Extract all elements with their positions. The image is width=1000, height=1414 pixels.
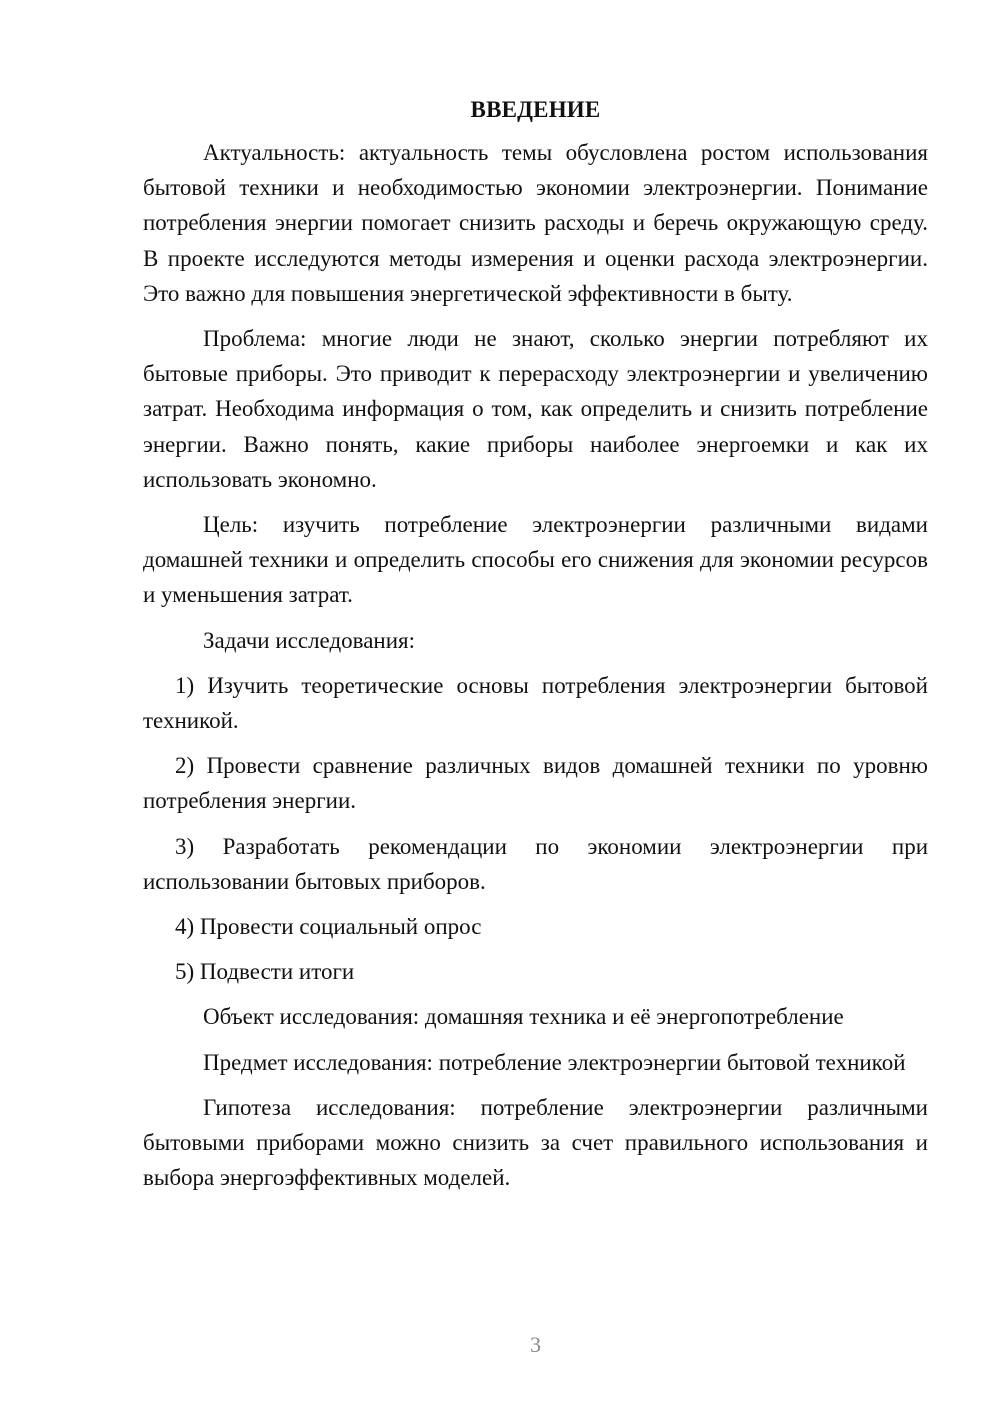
problem-paragraph: Проблема: многие люди не знают, сколько энергии потребляют их бытовые приборы. Это приводит к перерасходу электроэнергии и увеличению затрат. Необходима информация о том, как определить и снизить потребление энергии. Важно понять, какие приборы наиболее энергоемки и как их использовать экономно. [143, 326, 928, 492]
page-number: 3 [530, 1332, 541, 1357]
hypothesis-paragraph: Гипотеза исследования: потребление электроэнергии различными бытовыми приборами можно снизить за счет правильного использования и выбора энергоэффективных моделей. [143, 1094, 928, 1191]
task-item: 4) Провести социальный опрос [175, 914, 482, 940]
goal-paragraph: Цель: изучить потребление электроэнергии различными видами домашней техники и определить способы его снижения для экономии ресурсов и уменьшения затрат. [143, 512, 928, 608]
task-item: 1) Изучить теоретические основы потребления электроэнергии бытовой техникой. [143, 672, 928, 734]
task-item: 3) Разработать рекомендации по экономии электроэнергии при использовании бытовых приборов. [143, 833, 928, 894]
task-item: 2) Провести сравнение различных видов домашней техники по уровню потребления энергии. [143, 753, 928, 814]
relevance-paragraph: Актуальность: актуальность темы обусловлена ростом использования бытовой техники и необходимостью экономии электроэнергии. Понимание потребления энергии помогает снизить расходы и беречь окружающую среду. В проекте исследуются методы измерения и оценки расхода электроэнергии. Это важно для повышения энергетической эффективности в быту. [143, 140, 928, 306]
tasks-heading: Задачи исследования: [203, 627, 416, 653]
task-item: 5) Подвести итоги [175, 959, 355, 985]
object-paragraph: Объект исследования: домашняя техника и её энергопотребление [203, 1004, 844, 1030]
document-body [143, 92, 928, 1205]
section-title: ВВЕДЕНИЕ [470, 97, 601, 122]
subject-paragraph: Предмет исследования: потребление электроэнергии бытовой техникой [203, 1049, 906, 1075]
